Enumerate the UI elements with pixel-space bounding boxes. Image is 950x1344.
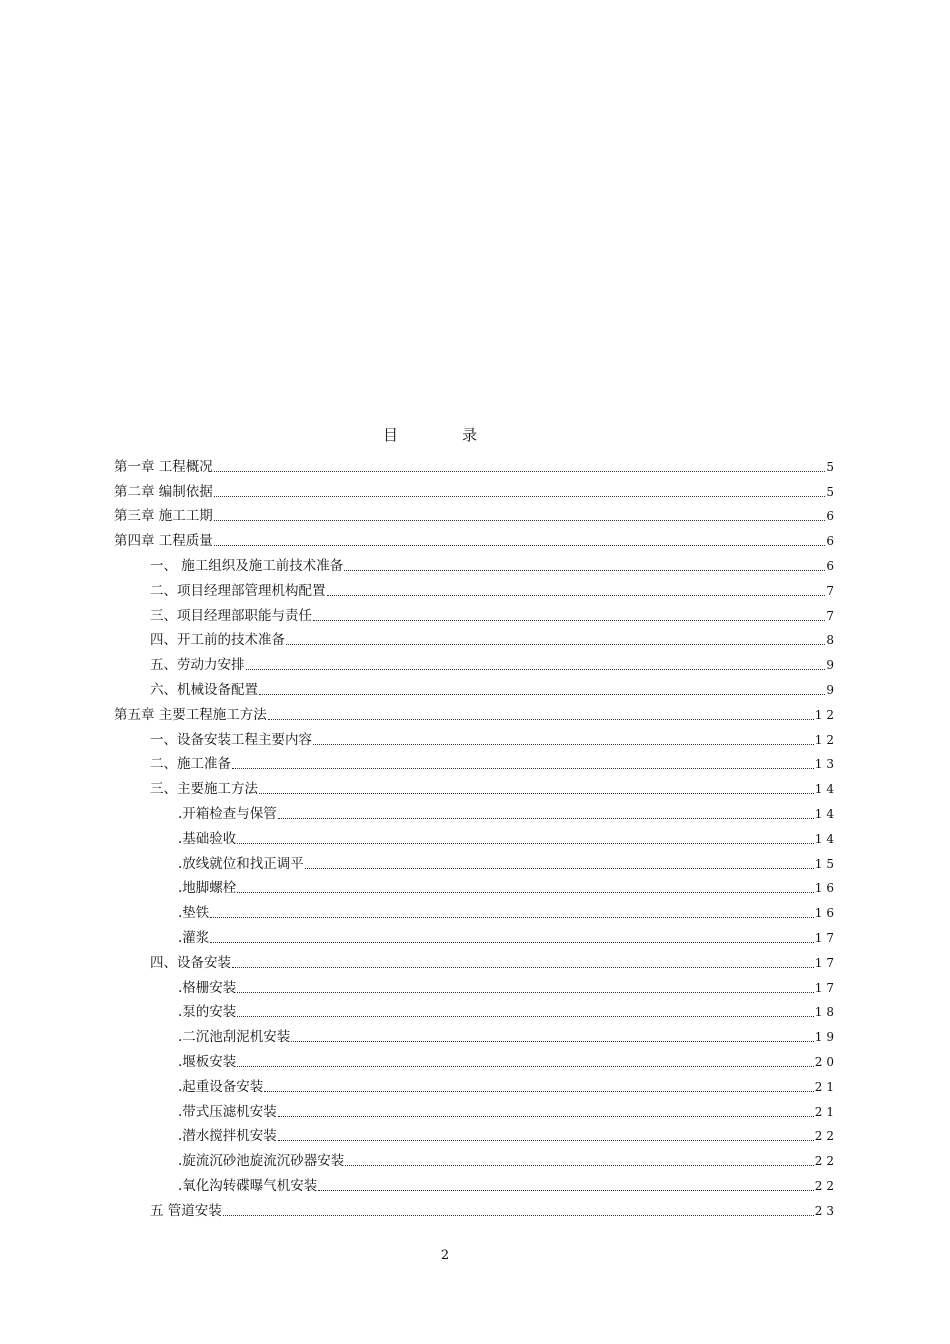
toc-entry-label: 四、开工前的技术准备	[150, 632, 285, 649]
toc-entry-page: 6	[826, 558, 838, 573]
page-number: 2	[440, 1248, 450, 1263]
toc-entry[interactable]	[114, 996, 838, 1021]
toc-entry-page: 23	[814, 1203, 838, 1218]
toc-entry[interactable]	[114, 723, 838, 748]
toc-entry-label: 第五章 主要工程施工方法	[114, 706, 267, 723]
toc-entry-label: 六、机械设备配置	[150, 681, 258, 698]
toc-leader-dots	[214, 545, 826, 546]
toc-entry-page: 14	[814, 831, 838, 846]
toc-entry-label: .灌浆	[178, 929, 210, 946]
toc-entry-label: 二、项目经理部管理机构配置	[150, 582, 326, 599]
toc-leader-dots	[305, 868, 814, 869]
toc-leader-dots	[278, 1140, 814, 1141]
toc-entry-page: 17	[814, 955, 838, 970]
toc-entry-page: 17	[814, 930, 838, 945]
toc-entry-page: 14	[814, 782, 838, 797]
toc-entry[interactable]	[114, 450, 838, 475]
toc-entry-page: 16	[814, 906, 838, 921]
toc-entry-label: .带式压滤机安装	[178, 1103, 277, 1120]
toc-entry[interactable]	[114, 599, 838, 624]
toc-entry[interactable]	[114, 549, 838, 574]
toc-leader-dots	[246, 669, 826, 670]
toc-entry-page: 21	[814, 1079, 838, 1094]
toc-entry[interactable]	[114, 772, 838, 798]
toc-leader-dots	[237, 1016, 813, 1017]
toc-entry-label: .二沉池刮泥机安装	[178, 1029, 291, 1046]
toc-leader-dots	[214, 520, 826, 521]
toc-leader-dots	[237, 843, 813, 844]
toc-entry-page: 12	[814, 707, 838, 722]
toc-entry-page: 8	[826, 633, 838, 648]
toc-leader-dots	[278, 1116, 814, 1117]
toc-leader-dots	[259, 793, 814, 794]
toc-entry-label: 第二章 编制依据	[114, 483, 213, 500]
toc-entry-label: .地脚螺栓	[178, 880, 237, 897]
toc-entry[interactable]	[114, 872, 838, 897]
toc-leader-dots	[214, 496, 826, 497]
toc-entry-page: 15	[814, 856, 838, 871]
toc-entry-page: 9	[826, 682, 838, 697]
toc-leader-dots	[313, 744, 814, 745]
toc-leader-dots	[210, 942, 813, 943]
toc-entry[interactable]	[114, 524, 838, 550]
toc-entry[interactable]	[114, 1144, 838, 1170]
toc-entry-page: 22	[814, 1154, 838, 1169]
toc-entry[interactable]	[114, 648, 838, 674]
toc-entry[interactable]	[114, 1194, 838, 1219]
toc-entry-page: 5	[826, 484, 838, 499]
toc-entry-label: .氧化沟转碟曝气机安装	[178, 1177, 318, 1194]
toc-entry-label: .旋流沉砂池旋流沉砂器安装	[178, 1153, 345, 1170]
toc-entry[interactable]	[114, 673, 838, 698]
toc-entry-page: 22	[814, 1178, 838, 1193]
toc-entry[interactable]	[114, 1045, 838, 1070]
toc-leader-dots	[278, 818, 814, 819]
toc-leader-dots	[214, 471, 826, 472]
toc-entry[interactable]	[114, 698, 838, 723]
toc-entry-label: .起重设备安装	[178, 1078, 264, 1095]
toc-entry-page: 12	[814, 732, 838, 747]
toc-leader-dots	[345, 1165, 813, 1166]
toc-leader-dots	[286, 644, 825, 645]
toc-entry[interactable]	[114, 822, 838, 847]
toc-leader-dots	[237, 892, 813, 893]
toc-entry-label: .泵的安装	[178, 1004, 237, 1021]
toc-entry-label: 二、施工准备	[150, 756, 231, 773]
toc-entry-label: .放线就位和找正调平	[178, 855, 304, 872]
toc-leader-dots	[291, 1041, 813, 1042]
toc-entry-label: 四、设备安装	[150, 954, 231, 971]
toc-entry-label: .开箱检查与保管	[178, 805, 277, 822]
toc-entry[interactable]	[114, 574, 838, 599]
toc-leader-dots	[232, 768, 814, 769]
toc-entry-label: .基础验收	[178, 830, 237, 847]
table-of-contents	[114, 450, 838, 1219]
toc-entry-page: 16	[814, 881, 838, 896]
toc-title-right: 录	[462, 426, 478, 444]
toc-entry[interactable]	[114, 475, 838, 500]
toc-entry[interactable]	[114, 748, 838, 773]
toc-entry-label: 第一章 工程概况	[114, 458, 213, 475]
toc-entry[interactable]	[114, 1169, 838, 1194]
toc-leader-dots	[327, 595, 826, 596]
toc-entry-label: 一、设备安装工程主要内容	[150, 731, 312, 748]
toc-entry[interactable]	[114, 797, 838, 822]
toc-entry-label: 五 管道安装	[150, 1202, 222, 1219]
toc-entry-label: 第三章 施工工期	[114, 508, 213, 525]
toc-entry[interactable]	[114, 1070, 838, 1095]
toc-leader-dots	[264, 1091, 813, 1092]
toc-entry-label: .潜水搅拌机安装	[178, 1128, 277, 1145]
toc-entry-page: 14	[814, 806, 838, 821]
toc-entry-label: .格栅安装	[178, 979, 237, 996]
toc-entry[interactable]	[114, 971, 838, 996]
toc-entry[interactable]	[114, 896, 838, 922]
toc-entry-page: 13	[814, 757, 838, 772]
toc-entry-page: 9	[826, 658, 838, 673]
toc-entry-page: 7	[826, 608, 838, 623]
toc-entry[interactable]	[114, 1120, 838, 1145]
toc-entry[interactable]	[114, 624, 838, 649]
toc-leader-dots	[318, 1190, 813, 1191]
toc-entry-page: 17	[814, 980, 838, 995]
toc-entry-page: 7	[826, 583, 838, 598]
toc-leader-dots	[210, 917, 813, 918]
toc-leader-dots	[223, 1215, 814, 1216]
toc-entry-label: 第四章 工程质量	[114, 533, 213, 550]
toc-title	[0, 424, 860, 445]
toc-leader-dots	[344, 570, 825, 571]
toc-entry-label: 一、 施工组织及施工前技术准备	[150, 557, 344, 574]
toc-entry-page: 19	[814, 1030, 838, 1045]
toc-entry[interactable]	[114, 946, 838, 971]
toc-entry-label: 三、项目经理部职能与责任	[150, 607, 312, 624]
toc-entry-page: 18	[814, 1005, 838, 1020]
toc-leader-dots	[237, 992, 813, 993]
toc-entry-page: 5	[826, 459, 838, 474]
toc-entry-page: 20	[814, 1054, 838, 1069]
toc-entry[interactable]	[114, 921, 838, 946]
toc-entry-label: .堰板安装	[178, 1053, 237, 1070]
toc-leader-dots	[237, 1066, 813, 1067]
toc-entry-label: 三、主要施工方法	[150, 781, 258, 798]
toc-entry[interactable]	[114, 500, 838, 525]
toc-entry-page: 6	[826, 509, 838, 524]
toc-entry[interactable]	[114, 1095, 838, 1120]
toc-entry[interactable]	[114, 1020, 838, 1046]
toc-entry[interactable]	[114, 847, 838, 872]
toc-entry-page: 22	[814, 1129, 838, 1144]
toc-leader-dots	[313, 620, 825, 621]
toc-entry-label: .垫铁	[178, 905, 210, 922]
toc-leader-dots	[268, 719, 814, 720]
toc-leader-dots	[232, 967, 814, 968]
toc-entry-page: 21	[814, 1104, 838, 1119]
toc-entry-label: 五、劳动力安排	[150, 657, 245, 674]
toc-leader-dots	[259, 694, 825, 695]
toc-title-left: 目	[382, 426, 398, 444]
toc-entry-page: 6	[826, 534, 838, 549]
